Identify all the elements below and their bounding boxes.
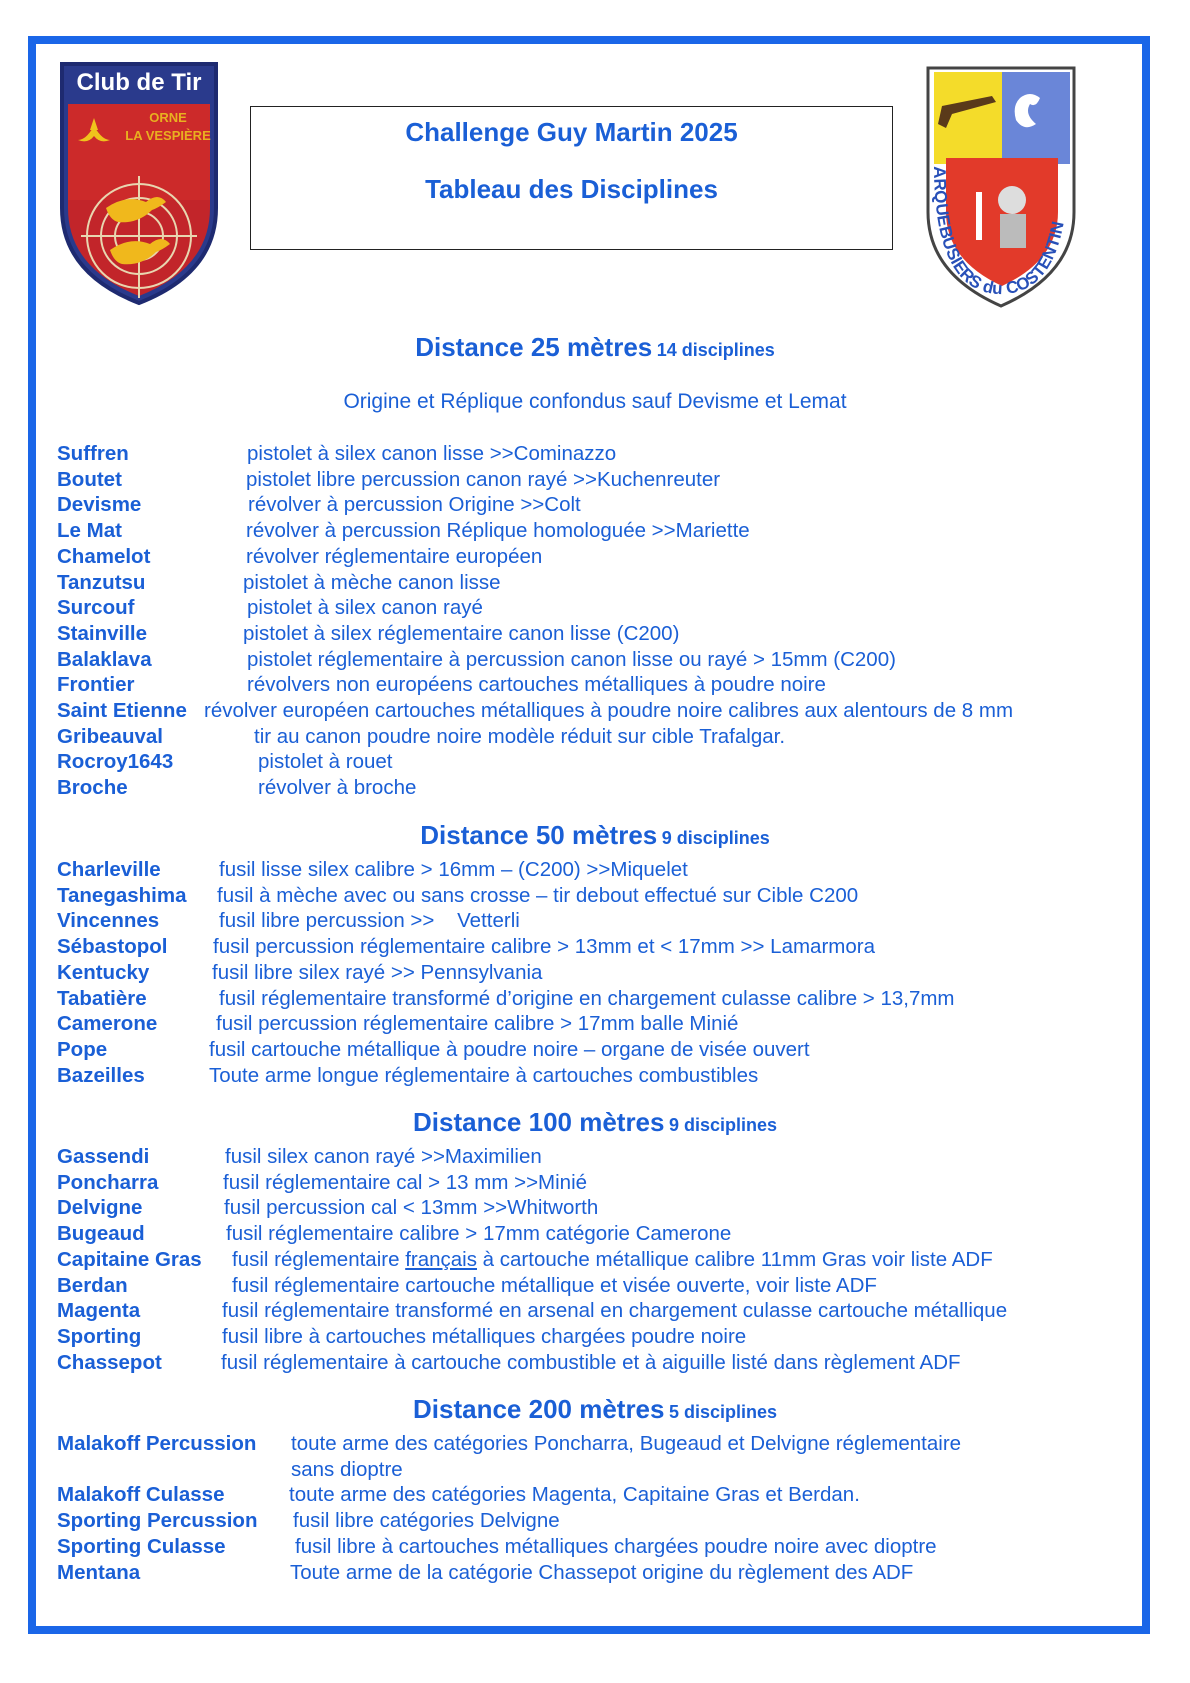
discipline-row bbox=[57, 1274, 1137, 1300]
discipline-row bbox=[57, 858, 1137, 884]
discipline-description: fusil libre percussion >> Vetterli bbox=[219, 909, 520, 933]
discipline-name: Tanegashima bbox=[57, 883, 187, 907]
discipline-description: révolver à percussion Réplique homologuée >>Mariette bbox=[246, 519, 750, 543]
discipline-row bbox=[57, 1509, 1137, 1535]
discipline-row bbox=[57, 545, 1137, 571]
discipline-description: Toute arme de la catégorie Chassepot origine du règlement des ADF bbox=[290, 1560, 914, 1584]
discipline-name: Sporting Percussion bbox=[57, 1509, 258, 1533]
discipline-row bbox=[57, 1299, 1137, 1325]
discipline-description: pistolet réglementaire à percussion canon lisse ou rayé > 15mm (C200) bbox=[247, 647, 896, 671]
discipline-description: fusil percussion cal < 13mm >>Whitworth bbox=[224, 1196, 599, 1220]
discipline-row bbox=[57, 935, 1137, 961]
discipline-description: fusil réglementaire transformé d’origine en chargement culasse calibre > 13,7mm bbox=[219, 986, 955, 1010]
discipline-description: fusil libre à cartouches métalliques chargées poudre noire avec dioptre bbox=[295, 1534, 937, 1558]
discipline-row bbox=[57, 648, 1137, 674]
discipline-name: Tanzutsu bbox=[57, 570, 146, 594]
discipline-description bbox=[232, 1248, 993, 1272]
discipline-row bbox=[57, 622, 1137, 648]
arquebusiers-logo bbox=[920, 62, 1082, 312]
description-part: fusil réglementaire bbox=[232, 1247, 406, 1271]
discipline-description: fusil réglementaire calibre > 17mm catégorie Camerone bbox=[226, 1222, 732, 1246]
discipline-description: fusil cartouche métallique à poudre noire – organe de visée ouvert bbox=[209, 1037, 810, 1061]
discipline-description: pistolet à silex réglementaire canon lisse (C200) bbox=[243, 621, 680, 645]
discipline-description: fusil silex canon rayé >>Maximilien bbox=[225, 1145, 542, 1168]
club-de-tir-logo bbox=[56, 58, 222, 308]
discipline-name: Malakoff Percussion bbox=[57, 1432, 257, 1455]
discipline-name: Charleville bbox=[57, 858, 161, 881]
discipline-name: Magenta bbox=[57, 1299, 141, 1323]
discipline-description: Toute arme longue réglementaire à cartouches combustibles bbox=[209, 1063, 759, 1087]
discipline-name: Sporting Culasse bbox=[57, 1534, 226, 1558]
discipline-row bbox=[57, 1483, 1137, 1509]
discipline-description: pistolet à rouet bbox=[258, 750, 393, 774]
discipline-description: pistolet libre percussion canon rayé >>Kuchenreuter bbox=[246, 467, 721, 491]
discipline-description: fusil réglementaire cartouche métallique et visée ouverte, voir liste ADF bbox=[232, 1273, 877, 1297]
discipline-row bbox=[57, 1432, 1137, 1481]
discipline-row bbox=[57, 725, 1137, 751]
discipline-name: Vincennes bbox=[57, 909, 160, 933]
discipline-name: Camerone bbox=[57, 1012, 158, 1036]
discipline-row bbox=[57, 1351, 1137, 1377]
logo-motto-text: ARQUEBUSIERS du COSTENTIN bbox=[929, 166, 1068, 299]
discipline-description: fusil lisse silex calibre > 16mm – (C200) >>Miquelet bbox=[219, 858, 688, 881]
discipline-description: fusil réglementaire à cartouche combustible et à aiguille listé dans règlement ADF bbox=[221, 1350, 961, 1374]
discipline-description: révolver réglementaire européen bbox=[246, 544, 543, 568]
discipline-row bbox=[57, 596, 1137, 622]
discipline-row bbox=[57, 493, 1137, 519]
discipline-name: Gribeauval bbox=[57, 724, 163, 748]
discipline-row bbox=[57, 571, 1137, 597]
discipline-name: Chamelot bbox=[57, 544, 151, 568]
logo-title-text: Club de Tir bbox=[76, 69, 202, 96]
logo-line3-text: LA VESPIÈRE bbox=[125, 128, 211, 143]
discipline-description: pistolet à silex canon lisse >>Cominazzo bbox=[247, 442, 617, 465]
discipline-name: Kentucky bbox=[57, 960, 150, 984]
discipline-name: Devisme bbox=[57, 493, 142, 517]
description-underlined: français bbox=[405, 1247, 477, 1271]
discipline-name: Mentana bbox=[57, 1560, 141, 1584]
discipline-name: Sporting bbox=[57, 1324, 142, 1348]
discipline-name: Stainville bbox=[57, 621, 148, 645]
discipline-row bbox=[57, 1248, 1137, 1274]
section-25m-note: Origine et Réplique confondus sauf Devisme et Lemat bbox=[343, 390, 847, 413]
discipline-row bbox=[57, 1535, 1137, 1561]
discipline-name: Saint Etienne bbox=[57, 699, 187, 722]
discipline-name: Broche bbox=[57, 776, 128, 800]
discipline-row bbox=[57, 750, 1137, 776]
discipline-description: révolvers non européens cartouches métalliques à poudre noire bbox=[247, 673, 826, 697]
discipline-row bbox=[57, 909, 1137, 935]
discipline-row bbox=[57, 1561, 1137, 1587]
discipline-name: Bazeilles bbox=[57, 1063, 145, 1087]
discipline-name: Frontier bbox=[57, 673, 135, 697]
discipline-row bbox=[57, 673, 1137, 699]
discipline-name: Gassendi bbox=[57, 1145, 150, 1168]
discipline-description: fusil réglementaire transformé en arsenal en chargement culasse cartouche métallique bbox=[222, 1299, 1008, 1323]
discipline-description: fusil libre catégories Delvigne bbox=[293, 1509, 560, 1533]
discipline-row bbox=[57, 776, 1137, 802]
discipline-description: fusil percussion réglementaire calibre > 17mm balle Minié bbox=[216, 1012, 739, 1036]
discipline-row bbox=[57, 1325, 1137, 1351]
section-200m-heading: Distance 200 mètres 5 disciplines bbox=[413, 1394, 777, 1424]
discipline-description-continued: sans dioptre bbox=[291, 1458, 403, 1481]
section-25m-heading: Distance 25 mètres 14 disciplines bbox=[415, 332, 775, 362]
discipline-row bbox=[57, 1038, 1137, 1064]
section-50m-heading: Distance 50 mètres 9 disciplines bbox=[420, 820, 770, 850]
discipline-name: Capitaine Gras bbox=[57, 1247, 202, 1271]
discipline-description: fusil réglementaire cal > 13 mm >>Minié bbox=[223, 1170, 588, 1194]
discipline-description: révolver européen cartouches métalliques à poudre noire calibres aux alentours de 8 mm bbox=[204, 699, 1014, 722]
discipline-description: révolver à percussion Origine >>Colt bbox=[248, 493, 581, 517]
discipline-row bbox=[57, 519, 1137, 545]
discipline-name: Tabatière bbox=[57, 986, 147, 1010]
discipline-description: pistolet à silex canon rayé bbox=[247, 596, 483, 620]
discipline-name: Berdan bbox=[57, 1273, 128, 1297]
discipline-description: fusil percussion réglementaire calibre > 13mm et < 17mm >> Lamarmora bbox=[213, 935, 875, 959]
discipline-row bbox=[57, 442, 1137, 468]
discipline-name: Poncharra bbox=[57, 1170, 159, 1194]
logo-line2-text: ORNE bbox=[149, 110, 187, 125]
page-title: Challenge Guy Martin 2025 bbox=[405, 117, 738, 147]
discipline-name: Surcouf bbox=[57, 596, 135, 620]
discipline-name: Sébastopol bbox=[57, 935, 168, 959]
discipline-name: Le Mat bbox=[57, 519, 122, 543]
discipline-name: Delvigne bbox=[57, 1196, 143, 1220]
discipline-row bbox=[57, 468, 1137, 494]
discipline-name: Rocroy1643 bbox=[57, 750, 174, 774]
discipline-description: fusil libre silex rayé >> Pennsylvania bbox=[212, 960, 543, 984]
discipline-row bbox=[57, 987, 1137, 1013]
discipline-description: révolver à broche bbox=[258, 776, 417, 800]
discipline-name: Balaklava bbox=[57, 647, 152, 671]
discipline-row bbox=[57, 1012, 1137, 1038]
discipline-row bbox=[57, 1171, 1137, 1197]
discipline-name: Boutet bbox=[57, 467, 122, 491]
discipline-row bbox=[57, 884, 1137, 910]
description-part: à cartouche métallique calibre 11mm Gras voir liste ADF bbox=[476, 1247, 993, 1271]
page-subtitle: Tableau des Disciplines bbox=[425, 174, 718, 204]
discipline-row bbox=[57, 1222, 1137, 1248]
discipline-description: toute arme des catégories Magenta, Capitaine Gras et Berdan. bbox=[289, 1483, 860, 1507]
section-100m-heading: Distance 100 mètres 9 disciplines bbox=[413, 1107, 777, 1137]
discipline-row bbox=[57, 961, 1137, 987]
discipline-row bbox=[57, 1196, 1137, 1222]
discipline-description: fusil à mèche avec ou sans crosse – tir debout effectué sur Cible C200 bbox=[217, 883, 859, 907]
discipline-name: Chassepot bbox=[57, 1350, 162, 1374]
discipline-description: toute arme des catégories Poncharra, Bugeaud et Delvigne réglementaire bbox=[291, 1432, 962, 1455]
discipline-description: tir au canon poudre noire modèle réduit sur cible Trafalgar. bbox=[254, 724, 786, 748]
title-box bbox=[250, 106, 893, 250]
discipline-row bbox=[57, 1145, 1137, 1171]
discipline-description: pistolet à mèche canon lisse bbox=[243, 570, 501, 594]
discipline-description: fusil libre à cartouches métalliques chargées poudre noire bbox=[222, 1324, 747, 1348]
discipline-name: Pope bbox=[57, 1037, 108, 1061]
discipline-row bbox=[57, 1064, 1137, 1090]
discipline-name: Suffren bbox=[57, 442, 129, 465]
discipline-row bbox=[57, 699, 1137, 725]
discipline-name: Malakoff Culasse bbox=[57, 1483, 225, 1507]
discipline-name: Bugeaud bbox=[57, 1222, 145, 1246]
